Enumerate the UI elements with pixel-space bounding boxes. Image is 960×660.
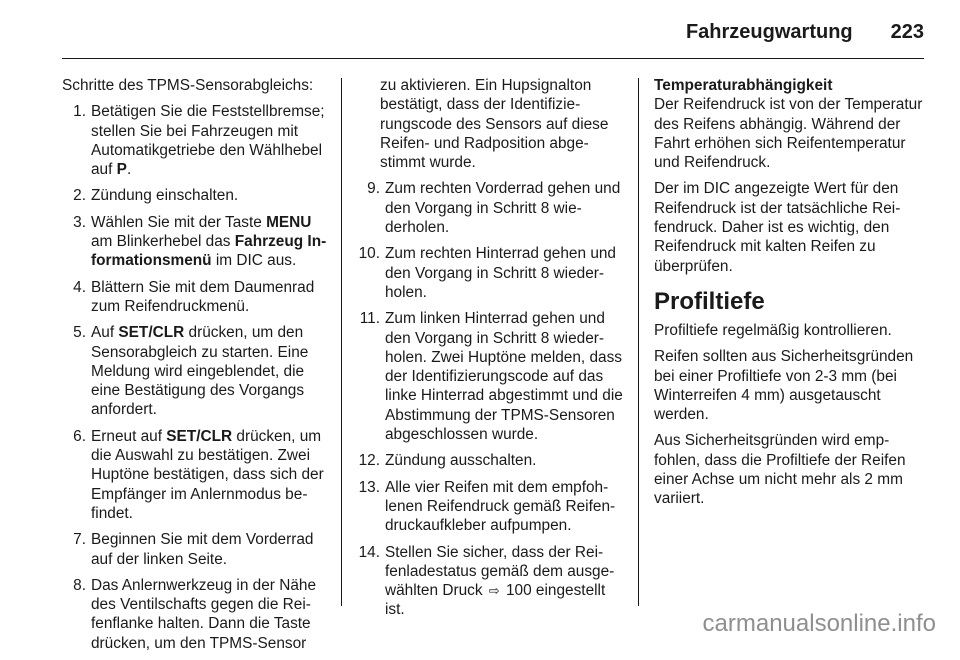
- list-item: [356, 309, 626, 444]
- step-text: Betätigen Sie die Feststellbremse; stellen Sie bei Fahrzeugen mit Automatikgetriebe den Wählhebel auf P.: [91, 103, 325, 179]
- step-number: 5.: [73, 324, 86, 342]
- step-number: 12.: [358, 452, 380, 470]
- step-number: 11.: [359, 310, 380, 328]
- list-item: [356, 451, 626, 470]
- list-item: [62, 186, 330, 205]
- list-item: [62, 576, 330, 653]
- step-number: 3.: [73, 213, 86, 231]
- paragraph: Der Reifendruck ist von der Temperatur des Reifens abhängig. Während der Fahrt erhöhen sich Reifentemperatur und Reifendruck.: [654, 96, 923, 172]
- step-text: Stellen Sie sicher, dass der Reifenladestatus gemäß dem ausgewählten Druck ⇨ 100 eingestellt ist.: [385, 543, 615, 619]
- column-divider-1: [341, 78, 342, 606]
- list-item: [62, 102, 330, 179]
- step-text: Zündung einschalten.: [91, 187, 239, 205]
- section-heading-profile: Profiltiefe: [654, 287, 765, 315]
- list-item: [62, 213, 330, 271]
- step-number: 14.: [358, 543, 380, 561]
- paragraph: Profiltiefe regelmäßig kontrollieren.: [654, 321, 892, 339]
- step-text: Wählen Sie mit der Taste MENU am Blinkerhebel das Fahrzeug Informationsmenü im DIC aus.: [91, 213, 327, 270]
- list-item: [62, 427, 330, 523]
- list-item: [62, 278, 330, 317]
- step-text: Alle vier Reifen mit dem empfohlenen Reifendruck gemäß Reifendruckaufkleber aufpumpen.: [385, 478, 616, 535]
- step-number: 1.: [73, 103, 86, 121]
- steps-list-2: [356, 179, 626, 619]
- step-text: Zündung ausschalten.: [385, 452, 537, 470]
- page-header: [62, 14, 924, 50]
- paragraph: Aus Sicherheitsgründen wird empfohlen, dass die Profiltiefe der Reifen einer Achse um nicht mehr als 2 mm variiert.: [654, 432, 906, 508]
- step-text: Zum rechten Hinterrad gehen und den Vorgang in Schritt 8 wiederholen.: [385, 245, 616, 301]
- list-item: [356, 244, 626, 302]
- page-reference-arrow-icon: ⇨: [488, 583, 500, 599]
- step-number: 4.: [73, 278, 86, 296]
- column-left: [62, 76, 330, 660]
- step-8-continuation: zu aktivieren. Ein Hupsignalton bestätigt, dass der Identifizierungscode des Sensors auf diese Reifen- und Radposition abgestimmt wurde.: [380, 77, 609, 172]
- column-right: [654, 76, 924, 516]
- header-rule: [62, 58, 924, 59]
- column-divider-2: [638, 78, 639, 606]
- step-number: 6.: [73, 427, 86, 445]
- steps-list-1: [62, 102, 330, 653]
- step-number: 9.: [367, 180, 380, 198]
- step-text: Auf SET/CLR drücken, um den Sensorabgleich zu starten. Eine Meldung wird eingeblendet, die eine Bestätigung des Vorgangs anfordert.: [91, 324, 309, 419]
- step-number: 7.: [73, 531, 86, 549]
- watermark: carmanualsonline.info: [702, 610, 936, 637]
- step-text: Blättern Sie mit dem Daumenrad zum Reifendruckmenü.: [91, 278, 315, 315]
- paragraph: Reifen sollten aus Sicherheitsgründen bei einer Profiltiefe von 2-3 mm (bei Winterreifen 4 mm) ausgetauscht werden.: [654, 348, 914, 424]
- step-text: Beginnen Sie mit dem Vorderrad auf der linken Seite.: [91, 531, 314, 568]
- step-text: Erneut auf SET/CLR drücken, um die Auswahl zu bestätigen. Zwei Huptöne bestätigen, dass sich der Empfänger im Anlernmodus befindet.: [91, 427, 324, 522]
- page-title: Fahrzeugwartung: [685, 20, 853, 43]
- list-item: [356, 179, 626, 237]
- paragraph: Der im DIC angezeigte Wert für den Reifendruck ist der tatsächliche Reifendruck. Daher ist es wichtig, den Reifendruck mit kalten Reifen zu überprüfen.: [654, 180, 901, 275]
- section-heading-temperature: Temperaturabhängigkeit: [654, 77, 833, 94]
- step-text: Das Anlernwerkzeug in der Nähe des Ventilschafts gegen die Reifenflanke halten. Dann die Taste drücken, um den TPMS-Sensor: [91, 576, 316, 652]
- list-item: [62, 323, 330, 419]
- steps-intro: Schritte des TPMS-Sensorabgleichs:: [62, 77, 314, 94]
- step-number: 8.: [73, 576, 86, 594]
- list-item: [356, 478, 626, 536]
- step-number: 10.: [358, 245, 380, 263]
- step-text: Zum rechten Vorderrad gehen und den Vorgang in Schritt 8 wiederholen.: [385, 180, 621, 237]
- step-number: 2.: [73, 187, 86, 205]
- step-text: Zum linken Hinterrad gehen und den Vorgang in Schritt 8 wiederholen. Zwei Huptöne melden, dass der Identifizierungscode auf das linke Hinterrad abgestimmt und die Abstimmung der TPMS-Sensoren abgeschlossen wurde.: [385, 310, 623, 444]
- list-item: [62, 530, 330, 569]
- page-number: 223: [890, 20, 924, 43]
- list-item: [356, 543, 626, 620]
- column-middle: [356, 76, 626, 627]
- step-number: 13.: [358, 478, 380, 496]
